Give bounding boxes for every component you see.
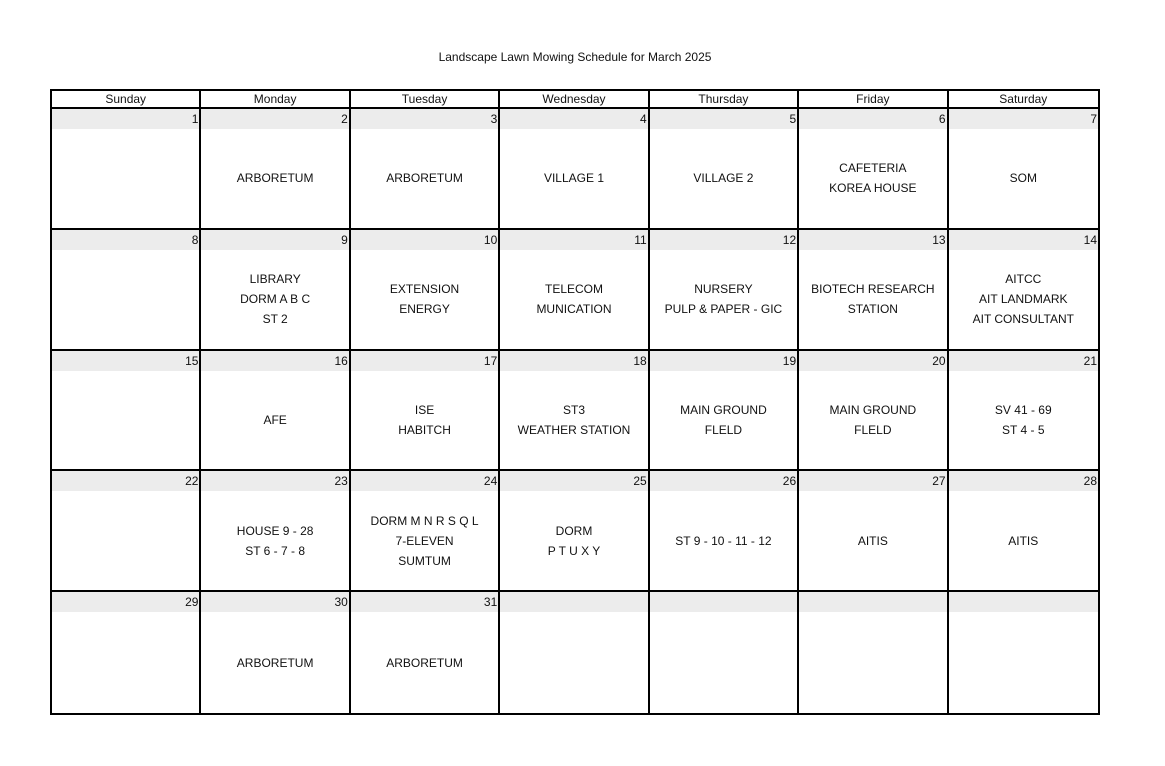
calendar-day-cell [201,351,350,472]
mowing-task [351,250,498,349]
calendar-day-cell [650,351,799,472]
calendar-day-cell [351,230,500,351]
calendar-day-cell [949,351,1098,472]
task-line: ARBORETUM [236,655,314,670]
calendar-day-cell [949,230,1098,351]
day-number [799,592,946,612]
mowing-task [351,491,498,590]
day-number: 20 [799,351,946,371]
day-number: 2 [201,109,348,129]
task-line: SV 41 - 69 [994,402,1052,417]
day-number: 21 [949,351,1098,371]
calendar-day-cell [949,109,1098,230]
day-number: 18 [500,351,647,371]
day-number: 6 [799,109,946,129]
day-number: 30 [201,592,348,612]
mowing-task [52,371,199,470]
day-number: 1 [52,109,199,129]
calendar-day-cell [799,592,948,713]
mowing-task [500,612,647,713]
day-number [500,592,647,612]
calendar-day-cell [650,592,799,713]
weekday-header-monday: Monday [201,91,350,109]
mowing-task [52,250,199,349]
calendar-day-cell [500,109,649,230]
day-number: 16 [201,351,348,371]
mowing-task [351,371,498,470]
task-line: MUNICATION [536,302,612,317]
task-line: SOM [1009,171,1037,186]
task-line: MAIN GROUND [680,402,767,417]
mowing-task [650,129,797,228]
day-number: 3 [351,109,498,129]
task-line: ST 4 - 5 [1002,422,1045,437]
weekday-header-tuesday: Tuesday [351,91,500,109]
task-line: FLELD [704,422,743,437]
task-line: MAIN GROUND [829,402,917,417]
task-line: LIBRARY [249,272,301,287]
task-line: BIOTECH RESEARCH [811,282,935,297]
mowing-task [201,491,348,590]
mowing-task [351,612,498,713]
mowing-task [201,612,348,713]
task-line: P T U X Y [547,543,601,558]
task-line: AIT CONSULTANT [972,312,1074,327]
task-line: VILLAGE 1 [543,171,605,186]
calendar-day-cell [201,592,350,713]
day-number: 22 [52,471,199,491]
mowing-task [799,250,946,349]
day-number: 25 [500,471,647,491]
day-number: 13 [799,230,946,250]
task-line: ST 6 - 7 - 8 [245,543,306,558]
calendar-day-cell [201,471,350,592]
task-line: ARBORETUM [386,655,463,670]
task-line: AITIS [857,533,888,548]
calendar-day-cell [52,230,201,351]
mowing-task [52,491,199,590]
task-line: VILLAGE 2 [693,171,754,186]
task-line: ST3 [562,402,585,417]
day-number: 23 [201,471,348,491]
mowing-task [949,612,1098,713]
task-line: AFE [263,412,287,427]
day-number: 14 [949,230,1098,250]
task-line: 7-ELEVEN [395,533,454,548]
day-number: 10 [351,230,498,250]
day-number: 26 [650,471,797,491]
task-line: WEATHER STATION [517,422,631,437]
day-number [650,592,797,612]
task-line: TELECOM [544,282,603,297]
day-number: 9 [201,230,348,250]
task-line: AIT LANDMARK [979,292,1068,307]
calendar-grid [50,89,1100,715]
day-number: 11 [500,230,647,250]
calendar-day-cell [351,351,500,472]
day-number: 17 [351,351,498,371]
task-line: NURSERY [694,282,753,297]
mowing-task [201,129,348,228]
calendar-day-cell [52,592,201,713]
task-line: AITCC [1005,272,1042,287]
mowing-task [650,250,797,349]
page-title: Landscape Lawn Mowing Schedule for March 2025 [438,50,712,64]
task-line: HABITCH [398,422,451,437]
calendar-day-cell [500,592,649,713]
calendar-day-cell [351,471,500,592]
task-line: FLELD [854,422,892,437]
task-line: ISE [414,402,435,417]
calendar-day-cell [201,230,350,351]
calendar-day-cell [650,471,799,592]
day-number: 27 [799,471,946,491]
task-line: AITIS [1008,533,1039,548]
day-number: 5 [650,109,797,129]
task-line: DORM [555,523,593,538]
calendar-day-cell [799,351,948,472]
calendar-day-cell [351,592,500,713]
day-number: 12 [650,230,797,250]
day-number: 8 [52,230,199,250]
mowing-task [351,129,498,228]
mowing-task [52,612,199,713]
calendar-day-cell [52,471,201,592]
weekday-header-thursday: Thursday [650,91,799,109]
mowing-task [799,371,946,470]
day-number: 19 [650,351,797,371]
mowing-task [799,612,946,713]
task-line: DORM A B C [240,292,311,307]
day-number: 15 [52,351,199,371]
mowing-task [52,129,199,228]
mowing-task [500,491,647,590]
weekday-header-sunday: Sunday [52,91,201,109]
mowing-task [201,371,348,470]
mowing-task [799,129,946,228]
calendar-day-cell [949,471,1098,592]
weekday-header-friday: Friday [799,91,948,109]
mowing-task [799,491,946,590]
mowing-task [949,371,1098,470]
day-number: 29 [52,592,199,612]
task-line: SUMTUM [398,553,451,568]
task-line: ST 2 [262,312,288,327]
task-line: HOUSE 9 - 28 [236,523,314,538]
task-line: ENERGY [399,302,450,317]
weekday-header-wednesday: Wednesday [500,91,649,109]
task-line: EXTENSION [389,282,460,297]
task-line: KOREA HOUSE [829,181,917,196]
calendar-day-cell [500,471,649,592]
calendar-day-cell [52,109,201,230]
task-line: STATION [847,302,898,317]
day-number: 4 [500,109,647,129]
calendar-day-cell [650,230,799,351]
mowing-task [500,129,647,228]
mowing-task [949,129,1098,228]
task-line: PULP & PAPER - GIC [664,302,783,317]
task-line: ARBORETUM [386,171,463,186]
calendar-day-cell [799,109,948,230]
mowing-task [650,612,797,713]
task-line: ARBORETUM [236,171,314,186]
calendar-day-cell [201,109,350,230]
day-number: 24 [351,471,498,491]
day-number: 7 [949,109,1098,129]
task-line: DORM M N R S Q L [370,513,479,528]
mowing-task [650,491,797,590]
calendar-day-cell [52,351,201,472]
mowing-task [949,491,1098,590]
day-number: 28 [949,471,1098,491]
day-number: 31 [351,592,498,612]
day-number [949,592,1098,612]
calendar-day-cell [500,351,649,472]
calendar-day-cell [949,592,1098,713]
mowing-task [500,250,647,349]
weekday-header-saturday: Saturday [949,91,1098,109]
mowing-task [201,250,348,349]
mowing-task [650,371,797,470]
calendar-day-cell [351,109,500,230]
calendar-day-cell [650,109,799,230]
task-line: CAFETERIA [839,161,907,176]
calendar-day-cell [799,471,948,592]
task-line: ST 9 - 10 - 11 - 12 [675,533,772,548]
mowing-task [500,371,647,470]
calendar-day-cell [500,230,649,351]
calendar-day-cell [799,230,948,351]
mowing-task [949,250,1098,349]
